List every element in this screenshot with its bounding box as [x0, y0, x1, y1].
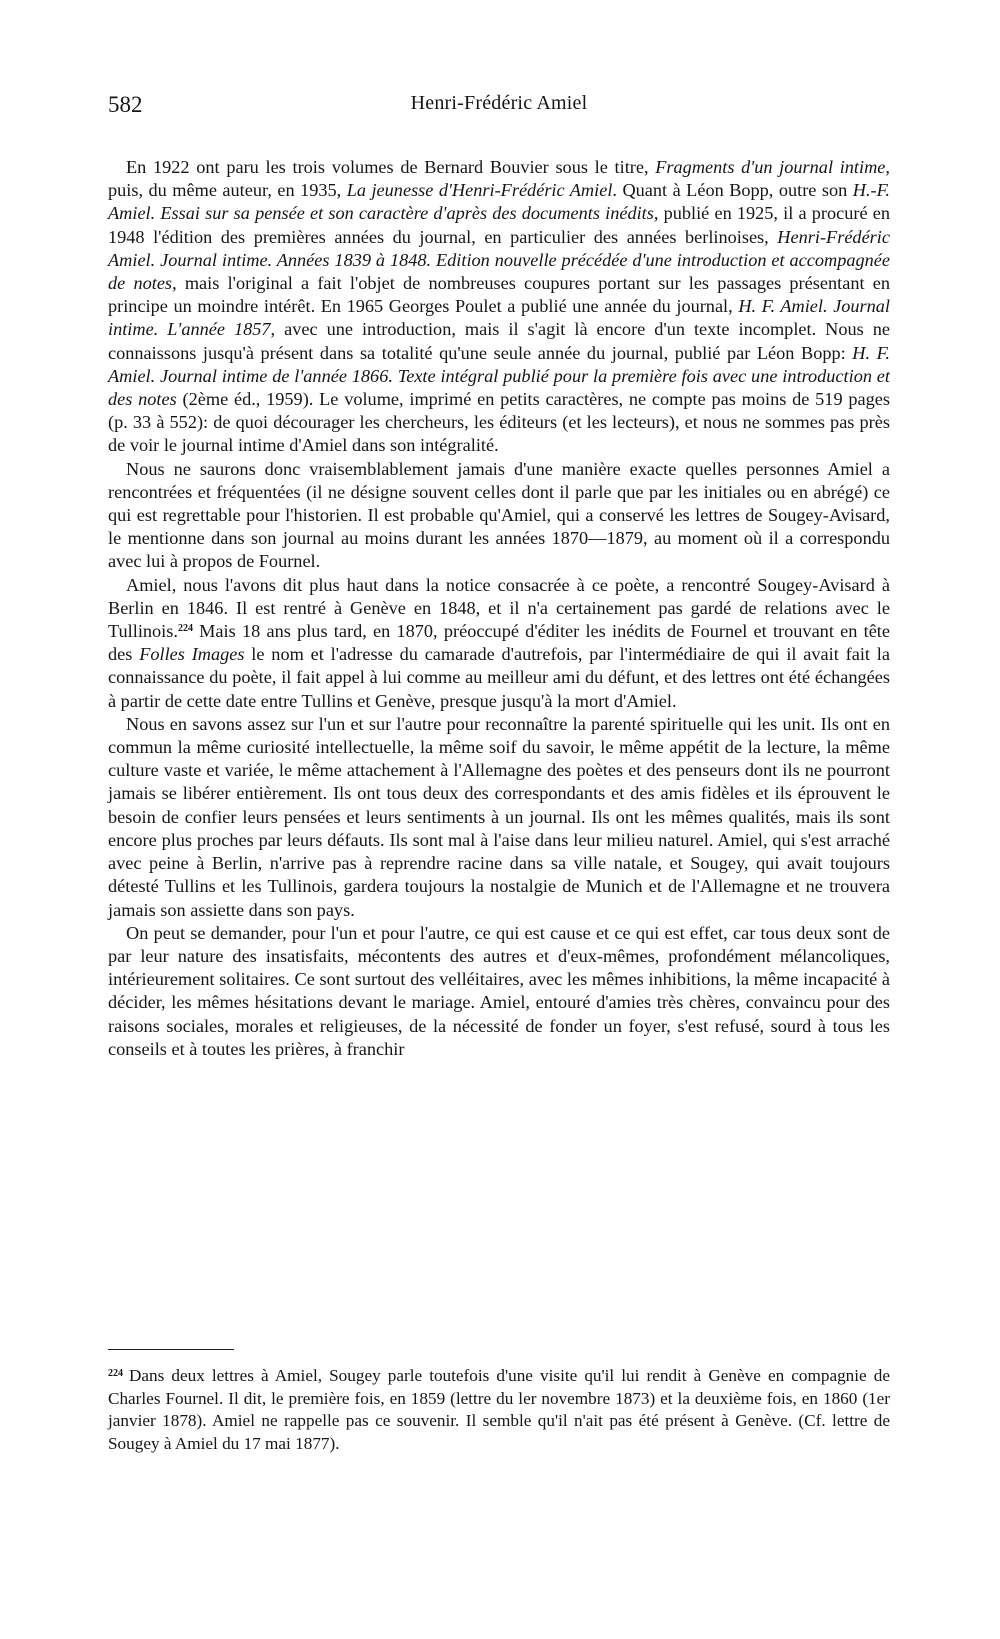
body-paragraph: [108, 922, 890, 1061]
text-run: Nous en savons assez sur l'un et sur l'autre pour reconnaître la parenté spirituelle qui les unit. Ils ont en commun la même curiosité intellectuelle, la même soif du savoir, le même appétit de la lecture, la même culture vaste et variée, le même attachement à l'Allemagne des poètes et des penseurs dont ils ne pourront jamais se libérer entièrement. Ils ont tous deux des correspondants et des amis fidèles et ils éprouvent le besoin de confier leurs pensées et leurs sentiments à un journal. Ils ont les mêmes qualités, mais ils sont encore plus proches par leurs défauts. Ils sont mal à l'aise dans leur milieu naturel. Amiel, qui s'est arraché avec peine à Berlin, n'arrive pas à reprendre racine dans sa ville natale, et Sougey, qui avait toujours détesté Tullins et les Tullinois, gardera toujours la nostalgie de Munich et de l'Allemagne et ne trouvera jamais son assiette dans son pays.: [108, 713, 890, 920]
page-number: 582: [108, 92, 143, 117]
text-run: le nom et l'adresse du camarade d'autrefois, par l'intermédiaire de qui il avait fait la connaissance du poète, il fait appel à lui comme au meilleur ami du défunt, et des lettres ont été échangées à partir de cette date entre Tullins et Genève, presque jusqu'à la mort d'Amiel.: [108, 644, 890, 711]
text-run: , avec une introduction, mais il s'agit là encore d'un texte incomplet. Nous ne connaissons jusqu'à présent dans sa totalité qu'une seule année du journal, publié par Léon Bopp:: [108, 319, 890, 363]
footnote: [108, 1365, 890, 1455]
italic-title: La jeunesse d'Henri-Frédéric Amiel: [346, 180, 613, 201]
italic-title: H. F. Amiel. Journal intime de l'année 1866. Texte intégral publié pour la première fois avec une introduction et des notes: [108, 342, 890, 410]
text-run: On peut se demander, pour l'un et pour l'autre, ce qui est cause et ce qui est effet, car tous deux sont de par leur nature des insatisfaits, mécontents des autres et d'eux-mêmes, profondément mélancoliques, intérieurement solitaires. Ce sont surtout des velléitaires, avec les mêmes inhibitions, la même incapacité à décider, les mêmes hésitations devant le mariage. Amiel, entouré d'amies très chères, convaincu pour des raisons sociales, morales et religieuses, de la nécessité de fonder un foyer, s'est refusé, sourd à tous les conseils et à toutes les prières, à franchir: [108, 922, 890, 1059]
italic-title: Henri-Frédéric Amiel. Journal intime. Années 1839 à 1848. Edition nouvelle précédée d'une introduction et accompagnée de notes: [108, 226, 890, 294]
italic-title: Folles Images: [139, 644, 245, 665]
text-run: En 1922 ont paru les trois volumes de Bernard Bouvier sous le titre,: [126, 157, 656, 177]
text-run: , puis, du même auteur, en 1935,: [108, 157, 890, 201]
main-text: [108, 156, 890, 1061]
text-run: Amiel, nous l'avons dit plus haut dans la notice consacrée à ce poète, a rencontré Sougey-Avisard à Berlin en 1846. Il est rentré à Genève en 1848, et il n'a certainement pas gardé de relations avec le Tullinois.: [108, 574, 890, 642]
italic-title: H.-F. Amiel. Essai sur sa pensée et son caractère d'après des documents inédits: [108, 180, 890, 224]
body-paragraph: [108, 156, 890, 458]
page-header: [108, 92, 890, 132]
italic-title: H. F. Amiel. Journal intime. L'année 1857: [108, 296, 890, 340]
footnote-paragraph: [108, 1365, 890, 1455]
footnote-text: Dans deux lettres à Amiel, Sougey parle toutefois d'une visite qu'il lui rendit à Genève en compagnie de Charles Fournel. Il dit, le première fois, en 1859 (lettre du ler novembre 1873) et la deuxième fois, en 1860 (1er janvier 1878). Amiel ne rappelle pas ce souvenir. Il semble qu'il n'ait pas été présent à Genève. (Cf. lettre de Sougey à Amiel du 17 mai 1877).: [108, 1366, 890, 1453]
italic-title: Fragments d'un journal intime: [655, 157, 886, 177]
body-paragraph: [108, 458, 890, 574]
text-run: Nous ne saurons donc vraisemblablement jamais d'une manière exacte quelles personnes Amiel a rencontrées et fréquentées (il ne désigne souvent celles dont il parle que par les initiales ou en abrégé) ce qui est regrettable pour l'historien. Il est probable qu'Amiel, qui a conservé les lettres de Sougey-Avisard, le mentionne dans son journal au moins durant les années 1870—1879, au moment où il a correspondu avec lui à propos de Fournel.: [108, 458, 890, 572]
text-run: , publié en 1925, il a procuré en 1948 l'édition des premières années du journal, en particulier des années berlinoises,: [108, 203, 890, 247]
running-title: Henri-Frédéric Amiel: [410, 92, 588, 114]
text-run: . Quant à Léon Bopp, outre son: [612, 180, 853, 201]
footnote-marker: 224: [108, 1368, 123, 1379]
footnote-reference: 224: [177, 623, 193, 635]
text-run: (2ème éd., 1959). Le volume, imprimé en petits caractères, ne compte pas moins de 519 pages (p. 33 à 552): de quoi décourager les chercheurs, les éditeurs (et les lecteurs), et nous ne sommes pas près de voir le journal intime d'Amiel dans son intégralité.: [108, 389, 890, 456]
body-paragraph: [108, 574, 890, 713]
footnote-separator: [108, 1349, 234, 1350]
text-run: , mais l'original a fait l'objet de nombreuses coupures portant sur les passages présentant en principe un moindre intérêt. En 1965 Georges Poulet a publié une année du journal,: [108, 273, 890, 317]
text-run: Mais 18 ans plus tard, en 1870, préoccupé d'éditer les inédits de Fournel et trouvant en tête des: [108, 621, 890, 665]
body-paragraph: [108, 713, 890, 922]
